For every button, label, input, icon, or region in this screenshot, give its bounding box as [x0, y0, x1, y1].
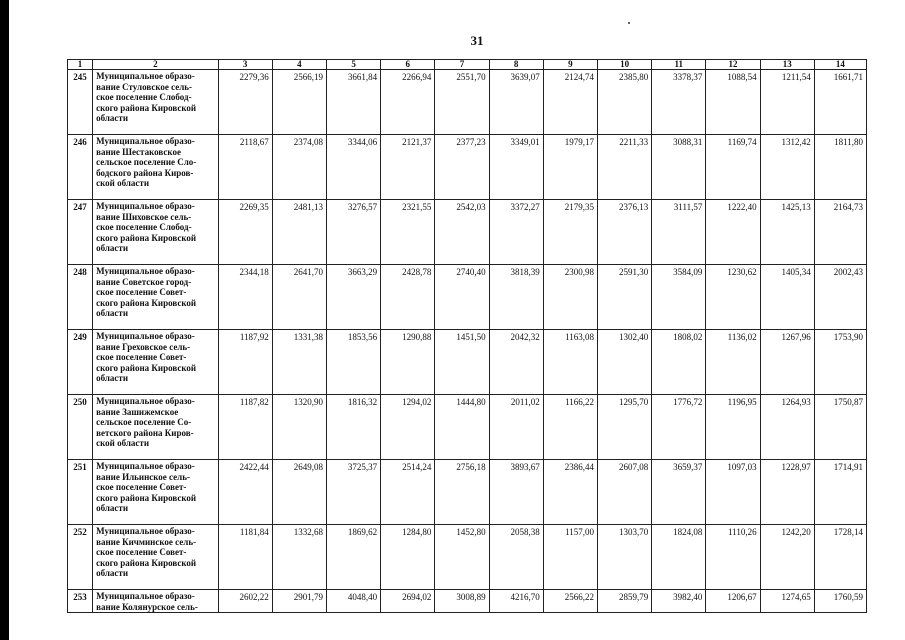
municipality-name-line: ского района Кировской — [96, 102, 197, 113]
value-cell: 3008,89 — [435, 590, 489, 613]
value-cell: 3344,06 — [326, 135, 380, 200]
value-cell: 1264,93 — [760, 395, 814, 460]
table-row — [68, 135, 867, 200]
value-cell: 3661,84 — [326, 70, 380, 135]
column-header: 5 — [326, 60, 380, 70]
value-cell: 2011,02 — [489, 395, 543, 460]
municipality-name-line: ское поселение Совет- — [96, 547, 187, 558]
value-cell: 1294,02 — [381, 395, 435, 460]
municipality-name-line: ское поселение Совет- — [96, 482, 187, 493]
municipality-name-line: области — [96, 113, 129, 124]
value-cell: 2385,80 — [597, 70, 651, 135]
municipality-name-cell — [93, 70, 218, 135]
municipality-name-line: ской области — [96, 178, 150, 189]
column-header: 12 — [706, 60, 760, 70]
value-cell: 2591,30 — [597, 265, 651, 330]
value-cell: 3818,39 — [489, 265, 543, 330]
value-cell: 1187,82 — [218, 395, 272, 460]
municipality-name-cell — [93, 395, 218, 460]
value-cell: 1869,62 — [326, 525, 380, 590]
value-cell: 2300,98 — [543, 265, 597, 330]
value-cell: 1824,08 — [652, 525, 706, 590]
column-header: 7 — [435, 60, 489, 70]
municipality-name-line: бодского района Киров- — [96, 167, 194, 178]
row-number-cell: 253 — [68, 590, 93, 613]
value-cell: 3659,37 — [652, 460, 706, 525]
value-cell: 1760,59 — [814, 590, 866, 613]
value-cell: 4216,70 — [489, 590, 543, 613]
municipality-name-line: ское поселение Слобод- — [96, 92, 192, 103]
table-row — [68, 525, 867, 590]
value-cell: 2121,37 — [381, 135, 435, 200]
value-cell: 2269,35 — [218, 200, 272, 265]
column-header: 10 — [597, 60, 651, 70]
value-cell: 2124,74 — [543, 70, 597, 135]
value-cell: 1187,92 — [218, 330, 272, 395]
municipality-name-line: области — [96, 373, 129, 384]
header-row — [68, 60, 867, 70]
value-cell: 2179,35 — [543, 200, 597, 265]
row-number-cell: 251 — [68, 460, 93, 525]
value-cell: 1169,74 — [706, 135, 760, 200]
table-row — [68, 265, 867, 330]
value-cell: 2641,70 — [272, 265, 326, 330]
column-header: 9 — [543, 60, 597, 70]
municipality-name-cell — [93, 265, 218, 330]
value-cell: 2374,08 — [272, 135, 326, 200]
column-header: 3 — [218, 60, 272, 70]
municipality-name-line: вание Колянурское сель- — [96, 601, 198, 612]
municipality-name-cell — [93, 135, 218, 200]
value-cell: 1302,40 — [597, 330, 651, 395]
data-table — [67, 59, 867, 613]
municipality-name-cell — [93, 525, 218, 590]
value-cell: 1331,38 — [272, 330, 326, 395]
row-number-cell: 249 — [68, 330, 93, 395]
scan-edge-bar — [0, 0, 9, 640]
value-cell: 3584,09 — [652, 265, 706, 330]
value-cell: 2279,36 — [218, 70, 272, 135]
municipality-name-line: вание Зашижемское — [96, 406, 179, 417]
column-header: 4 — [272, 60, 326, 70]
municipality-name-line: вание Стуловское сель- — [96, 81, 193, 92]
municipality-name-line: Муниципальное образо- — [96, 591, 195, 601]
value-cell: 2607,08 — [597, 460, 651, 525]
municipality-name-line: области — [96, 503, 129, 514]
value-cell: 2266,94 — [381, 70, 435, 135]
scan-speck — [628, 22, 630, 24]
municipality-name-line: сельское поселение Со- — [96, 417, 192, 428]
municipality-name-line: вание Ильинское сель- — [96, 471, 190, 482]
value-cell: 1136,02 — [706, 330, 760, 395]
value-cell: 2211,33 — [597, 135, 651, 200]
municipality-name-line: Муниципальное образо- — [96, 201, 195, 211]
value-cell: 1267,96 — [760, 330, 814, 395]
table-row — [68, 460, 867, 525]
municipality-name-line: вание Советское город- — [96, 276, 192, 287]
row-number-cell: 245 — [68, 70, 93, 135]
value-cell: 2422,44 — [218, 460, 272, 525]
municipality-name-line: ское поселение Совет- — [96, 352, 187, 363]
value-cell: 3276,57 — [326, 200, 380, 265]
column-header: 14 — [814, 60, 866, 70]
row-number-cell: 246 — [68, 135, 93, 200]
value-cell: 1157,00 — [543, 525, 597, 590]
municipality-name-line: Муниципальное образо- — [96, 331, 195, 341]
value-cell: 2481,13 — [272, 200, 326, 265]
municipality-name-line: вание Шестаковское — [96, 146, 181, 157]
value-cell: 1088,54 — [706, 70, 760, 135]
municipality-name-cell — [93, 200, 218, 265]
municipality-name-line: области — [96, 308, 129, 319]
municipality-name-line: вание Греховское сель- — [96, 341, 191, 352]
municipality-name-line: ского района Кировской — [96, 492, 197, 503]
value-cell: 1242,20 — [760, 525, 814, 590]
value-cell: 2649,08 — [272, 460, 326, 525]
municipality-name-line: Муниципальное образо- — [96, 71, 195, 81]
municipality-name-line: области — [96, 243, 129, 254]
row-number-cell: 247 — [68, 200, 93, 265]
value-cell: 3893,67 — [489, 460, 543, 525]
value-cell: 2386,44 — [543, 460, 597, 525]
value-cell: 1211,54 — [760, 70, 814, 135]
table-row — [68, 200, 867, 265]
value-cell: 1206,67 — [706, 590, 760, 613]
table-row — [68, 590, 867, 613]
value-cell: 3349,01 — [489, 135, 543, 200]
value-cell: 2602,22 — [218, 590, 272, 613]
value-cell: 4048,40 — [326, 590, 380, 613]
table-body — [68, 70, 867, 613]
municipality-name-line: ское поселение Слобод- — [96, 222, 192, 233]
value-cell: 2740,40 — [435, 265, 489, 330]
value-cell: 2551,70 — [435, 70, 489, 135]
municipality-name-line: сельское поселение Сло- — [96, 157, 197, 168]
value-cell: 1753,90 — [814, 330, 866, 395]
value-cell: 1661,71 — [814, 70, 866, 135]
municipality-name-line: ское поселение Совет- — [96, 287, 187, 298]
value-cell: 2164,73 — [814, 200, 866, 265]
value-cell: 1750,87 — [814, 395, 866, 460]
municipality-name-line: Муниципальное образо- — [96, 136, 195, 146]
column-header: 13 — [760, 60, 814, 70]
table-row — [68, 70, 867, 135]
value-cell: 1312,42 — [760, 135, 814, 200]
value-cell: 2118,67 — [218, 135, 272, 200]
value-cell: 2566,22 — [543, 590, 597, 613]
value-cell: 2542,03 — [435, 200, 489, 265]
municipality-name-line: Муниципальное образо- — [96, 461, 195, 471]
value-cell: 2859,79 — [597, 590, 651, 613]
value-cell: 2058,38 — [489, 525, 543, 590]
row-number-cell: 248 — [68, 265, 93, 330]
value-cell: 2321,55 — [381, 200, 435, 265]
municipality-name-cell — [93, 590, 218, 613]
value-cell: 1274,65 — [760, 590, 814, 613]
municipality-name-line: вание Кичминское сель- — [96, 536, 197, 547]
value-cell: 2566,19 — [272, 70, 326, 135]
value-cell: 1295,70 — [597, 395, 651, 460]
value-cell: 2002,43 — [814, 265, 866, 330]
value-cell: 1808,02 — [652, 330, 706, 395]
value-cell: 3982,40 — [652, 590, 706, 613]
municipality-name-line: вание Шиховское сель- — [96, 211, 192, 222]
value-cell: 2694,02 — [381, 590, 435, 613]
value-cell: 3378,37 — [652, 70, 706, 135]
column-header: 1 — [68, 60, 93, 70]
value-cell: 1451,50 — [435, 330, 489, 395]
value-cell: 2344,18 — [218, 265, 272, 330]
value-cell: 2428,78 — [381, 265, 435, 330]
value-cell: 1452,80 — [435, 525, 489, 590]
value-cell: 1332,68 — [272, 525, 326, 590]
value-cell: 2376,13 — [597, 200, 651, 265]
page-number: 31 — [470, 33, 484, 48]
value-cell: 1181,84 — [218, 525, 272, 590]
value-cell: 2756,18 — [435, 460, 489, 525]
value-cell: 1166,22 — [543, 395, 597, 460]
value-cell: 1196,95 — [706, 395, 760, 460]
value-cell: 1303,70 — [597, 525, 651, 590]
column-header: 11 — [652, 60, 706, 70]
municipality-name-line: ветского района Киров- — [96, 427, 194, 438]
municipality-name-line: ского района Кировской — [96, 557, 197, 568]
value-cell: 1728,14 — [814, 525, 866, 590]
value-cell: 3088,31 — [652, 135, 706, 200]
table-row — [68, 395, 867, 460]
row-number-cell: 252 — [68, 525, 93, 590]
table-row — [68, 330, 867, 395]
municipality-name-cell — [93, 460, 218, 525]
municipality-name-cell — [93, 330, 218, 395]
value-cell: 1776,72 — [652, 395, 706, 460]
value-cell: 1230,62 — [706, 265, 760, 330]
municipality-name-line: Муниципальное образо- — [96, 396, 195, 406]
municipality-name-line: ского района Кировской — [96, 362, 197, 373]
value-cell: 3111,57 — [652, 200, 706, 265]
value-cell: 1284,80 — [381, 525, 435, 590]
value-cell: 1811,80 — [814, 135, 866, 200]
value-cell: 3639,07 — [489, 70, 543, 135]
value-cell: 1110,26 — [706, 525, 760, 590]
value-cell: 2377,23 — [435, 135, 489, 200]
value-cell: 1816,32 — [326, 395, 380, 460]
municipality-name-line: ской области — [96, 438, 150, 449]
value-cell: 1405,34 — [760, 265, 814, 330]
value-cell: 2042,32 — [489, 330, 543, 395]
value-cell: 2514,24 — [381, 460, 435, 525]
value-cell: 1979,17 — [543, 135, 597, 200]
value-cell: 1163,08 — [543, 330, 597, 395]
value-cell: 1714,91 — [814, 460, 866, 525]
municipality-name-line: ского района Кировской — [96, 297, 197, 308]
municipality-name-line: Муниципальное образо- — [96, 266, 195, 276]
value-cell: 3725,37 — [326, 460, 380, 525]
value-cell: 1425,13 — [760, 200, 814, 265]
column-header: 6 — [381, 60, 435, 70]
value-cell: 3663,29 — [326, 265, 380, 330]
value-cell: 1444,80 — [435, 395, 489, 460]
row-number-cell: 250 — [68, 395, 93, 460]
value-cell: 3372,27 — [489, 200, 543, 265]
municipality-name-line: Муниципальное образо- — [96, 526, 195, 536]
value-cell: 1290,88 — [381, 330, 435, 395]
municipality-name-line: области — [96, 568, 129, 579]
value-cell: 1097,03 — [706, 460, 760, 525]
column-header: 2 — [93, 60, 218, 70]
value-cell: 1320,90 — [272, 395, 326, 460]
value-cell: 1228,97 — [760, 460, 814, 525]
value-cell: 1853,56 — [326, 330, 380, 395]
column-header: 8 — [489, 60, 543, 70]
value-cell: 1222,40 — [706, 200, 760, 265]
value-cell: 2901,79 — [272, 590, 326, 613]
municipality-name-line: ского района Кировской — [96, 232, 197, 243]
